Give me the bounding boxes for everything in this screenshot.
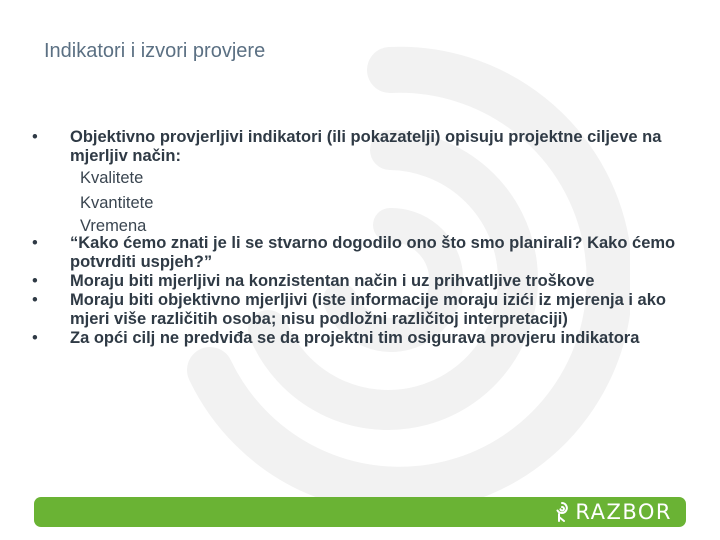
bullet-text: Objektivno provjerljivi indikatori (ili pokazatelji) opisuju projektne ciljeve na mjerljiv način:	[70, 128, 662, 165]
bullet-list	[30, 128, 680, 348]
sub-list	[30, 166, 680, 237]
razbor-logo-icon	[555, 501, 569, 523]
bullet-text: Moraju biti mjerljivi na konzistentan način i uz prihvatljive troškove	[70, 272, 595, 290]
bullet-marker: •	[32, 291, 38, 309]
bullet-marker: •	[32, 128, 38, 146]
bullet-marker: •	[32, 272, 38, 290]
bullet-item	[30, 291, 680, 329]
bullet-text: Za opći cilj ne predviđa se da projektni tim osigurava provjeru indikatora	[70, 329, 640, 347]
logo-text: RAZBOR	[575, 500, 672, 524]
bullet-text: Moraju biti objektivno mjerljivi (iste informacije moraju izići iz mjerenja i ako mjeri više različitih osoba; nisu podložni različitoj interpretaciji)	[70, 291, 666, 328]
sub-item: Kvantitete	[80, 194, 154, 212]
sub-item: Kvalitete	[80, 169, 144, 187]
bullet-item	[30, 128, 680, 166]
sub-item: Vremena	[80, 217, 147, 235]
bullet-item	[30, 234, 680, 272]
bullet-text: “Kako ćemo znati je li se stvarno dogodilo ono što smo planirali? Kako ćemo potvrditi uspjeh?”	[70, 234, 676, 271]
bullet-item	[30, 329, 680, 348]
footer-bar	[34, 497, 686, 527]
bullet-marker: •	[32, 329, 38, 347]
bullet-marker: •	[32, 234, 38, 252]
razbor-logo	[555, 500, 672, 524]
bullet-item	[30, 272, 680, 291]
slide-title: Indikatori i izvori provjere	[44, 40, 266, 62]
